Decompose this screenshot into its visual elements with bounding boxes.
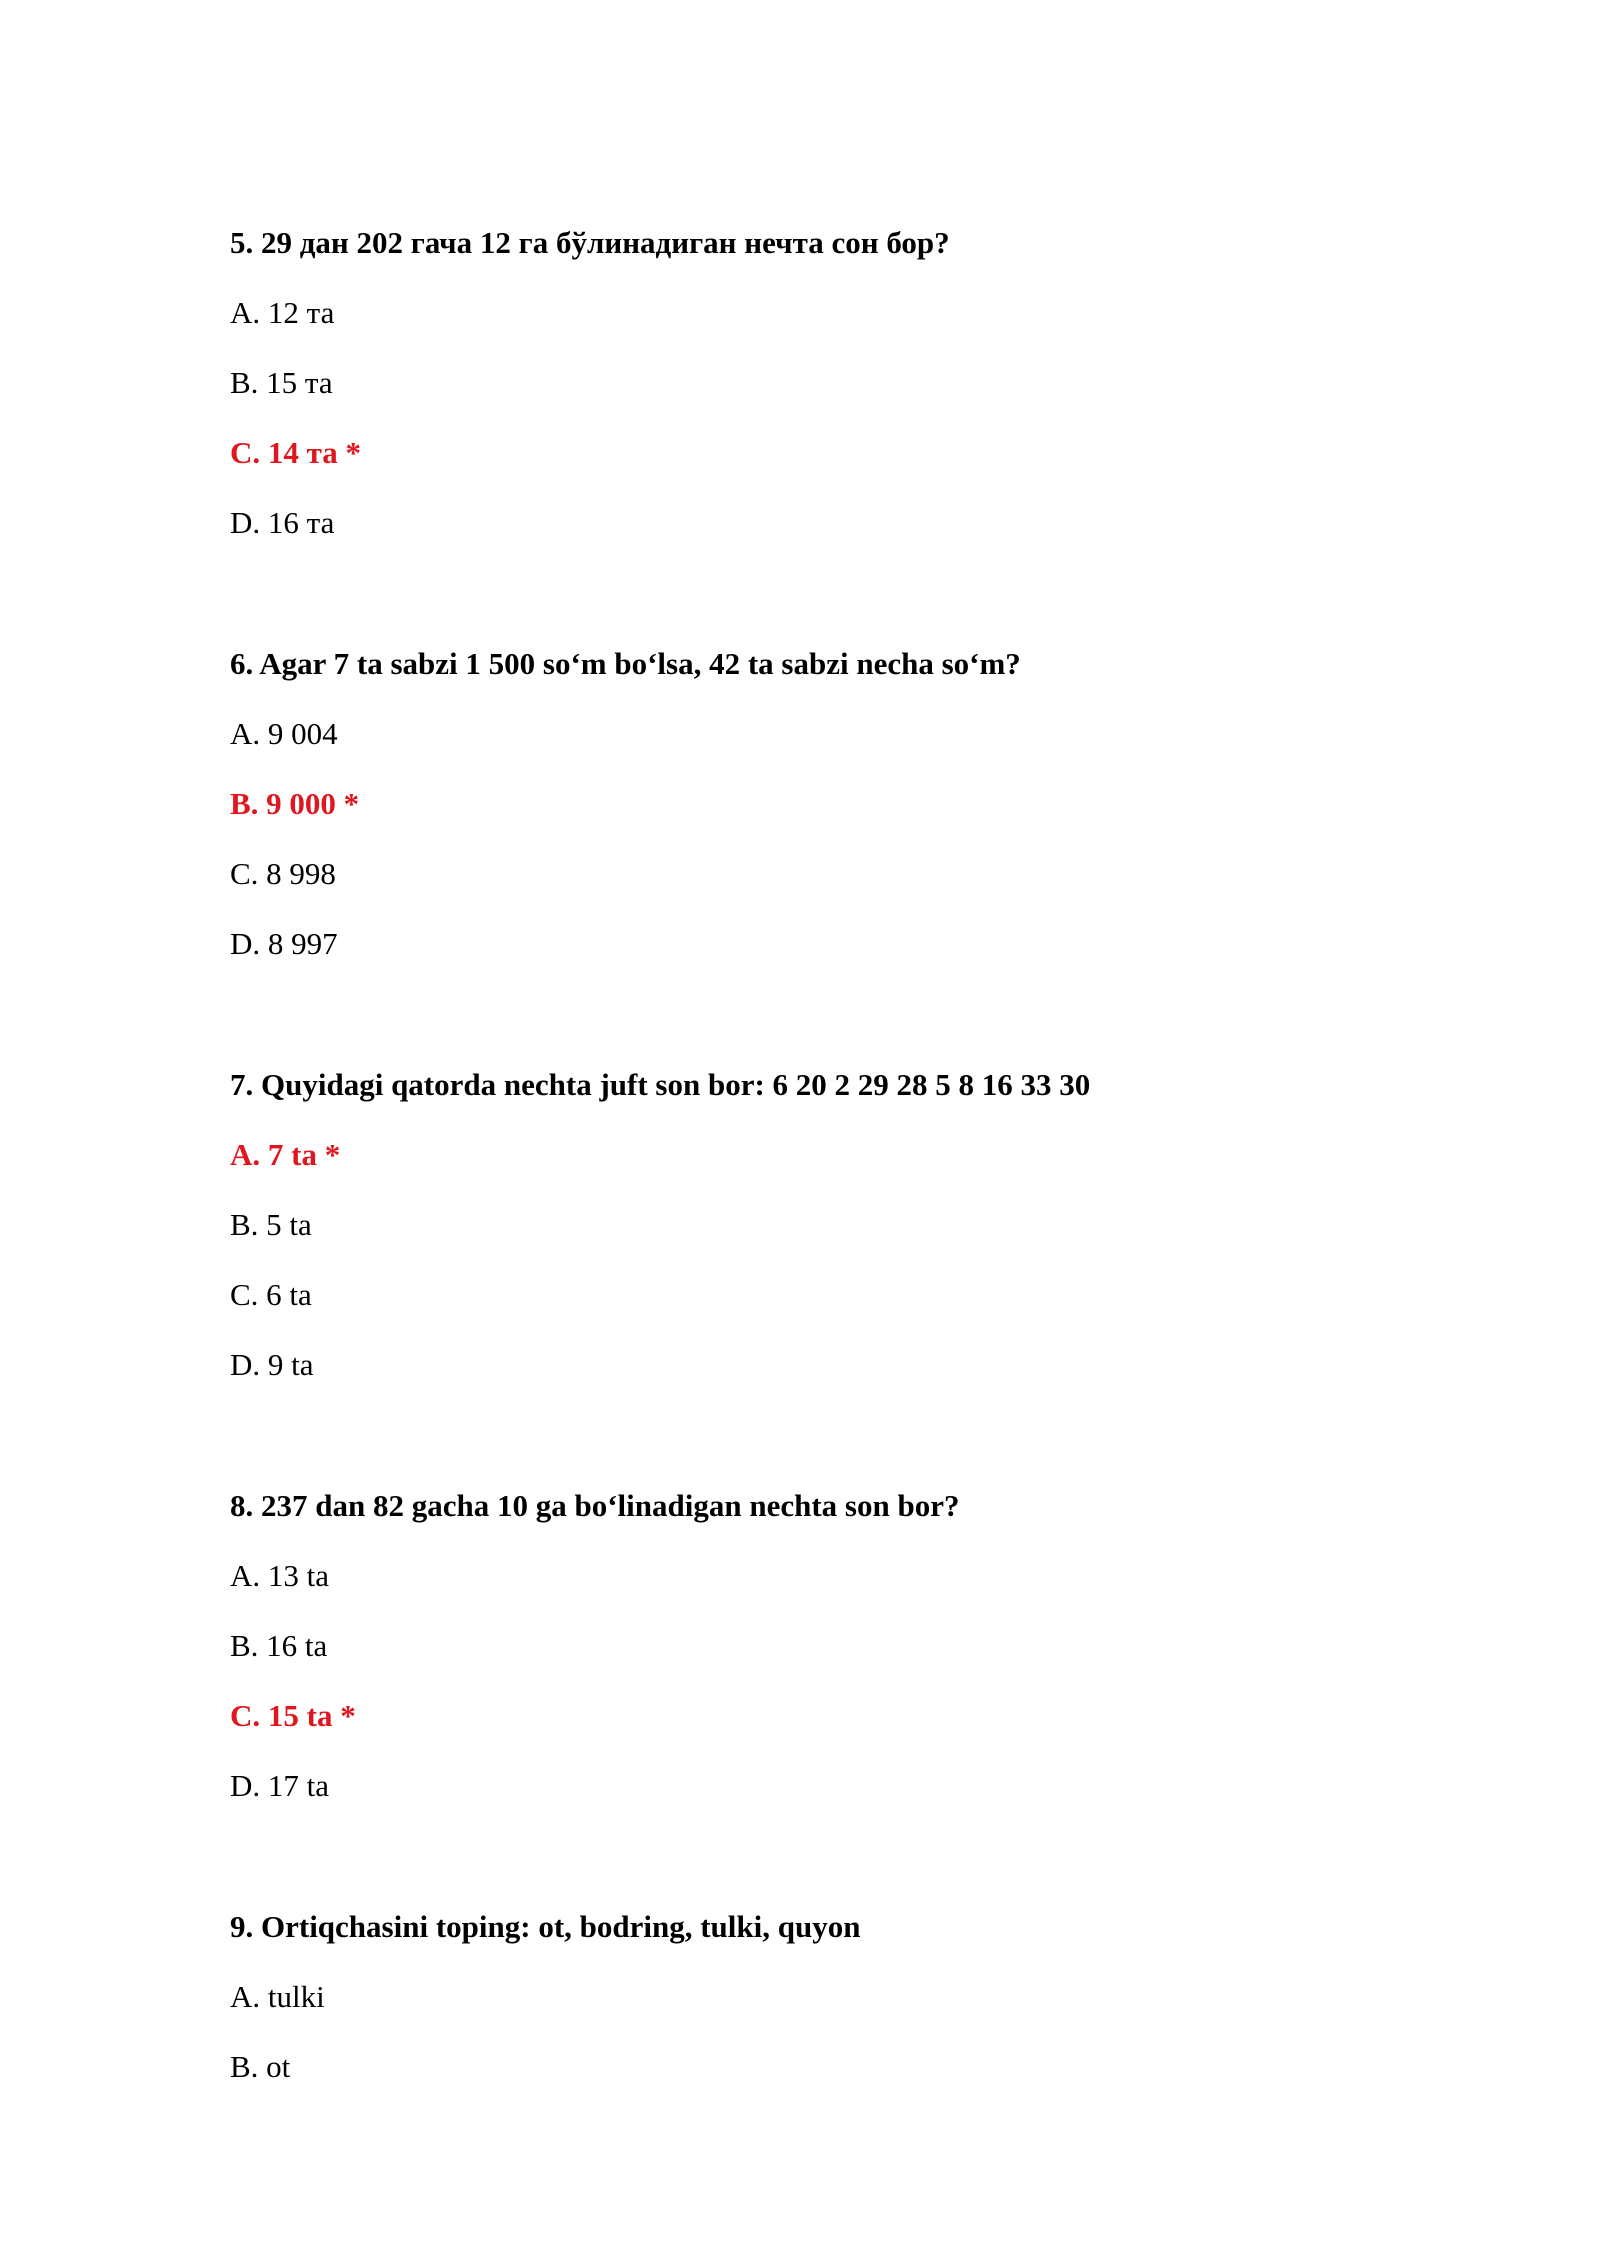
question-text: 8. 237 dan 82 gacha 10 ga bo‘linadigan nechta son bor? [230,1488,960,1523]
option-a-correct: A. 7 ta * [230,1137,341,1172]
option-b-correct: B. 9 000 * [230,786,360,821]
question-7 [230,1060,1430,1410]
question-text: 5. 29 дан 202 гача 12 га бўлинадиган нечта сон бор? [230,225,950,260]
question-text: 9. Ortiqchasini toping: ot, bodring, tulki, quyon [230,1909,861,1944]
option-a: A. 12 та [230,295,335,330]
option-c: C. 8 998 [230,856,336,891]
question-text: 6. Agar 7 ta sabzi 1 500 so‘m bo‘lsa, 42 ta sabzi necha so‘m? [230,646,1021,681]
question-text: 7. Quyidagi qatorda nechta juft son bor: 6 20 2 29 28 5 8 16 33 30 [230,1067,1091,1102]
option-d: D. 8 997 [230,926,338,961]
option-b: B. 16 ta [230,1628,328,1663]
question-5 [230,218,1430,568]
question-8 [230,1481,1430,1831]
option-d: D. 9 ta [230,1347,314,1382]
option-a: A. tulki [230,1979,325,2014]
option-a: A. 13 ta [230,1558,330,1593]
option-b: B. 15 та [230,365,333,400]
option-c-correct: C. 15 ta * [230,1698,356,1733]
question-list [230,218,1430,2183]
option-c-correct: C. 14 та * [230,435,361,470]
option-d: D. 17 ta [230,1768,330,1803]
question-9 [230,1902,1430,2112]
option-b: B. 5 ta [230,1207,312,1242]
option-a: A. 9 004 [230,716,338,751]
option-c: C. 6 ta [230,1277,312,1312]
option-b: B. ot [230,2049,291,2084]
question-6 [230,639,1430,989]
option-d: D. 16 та [230,505,335,540]
